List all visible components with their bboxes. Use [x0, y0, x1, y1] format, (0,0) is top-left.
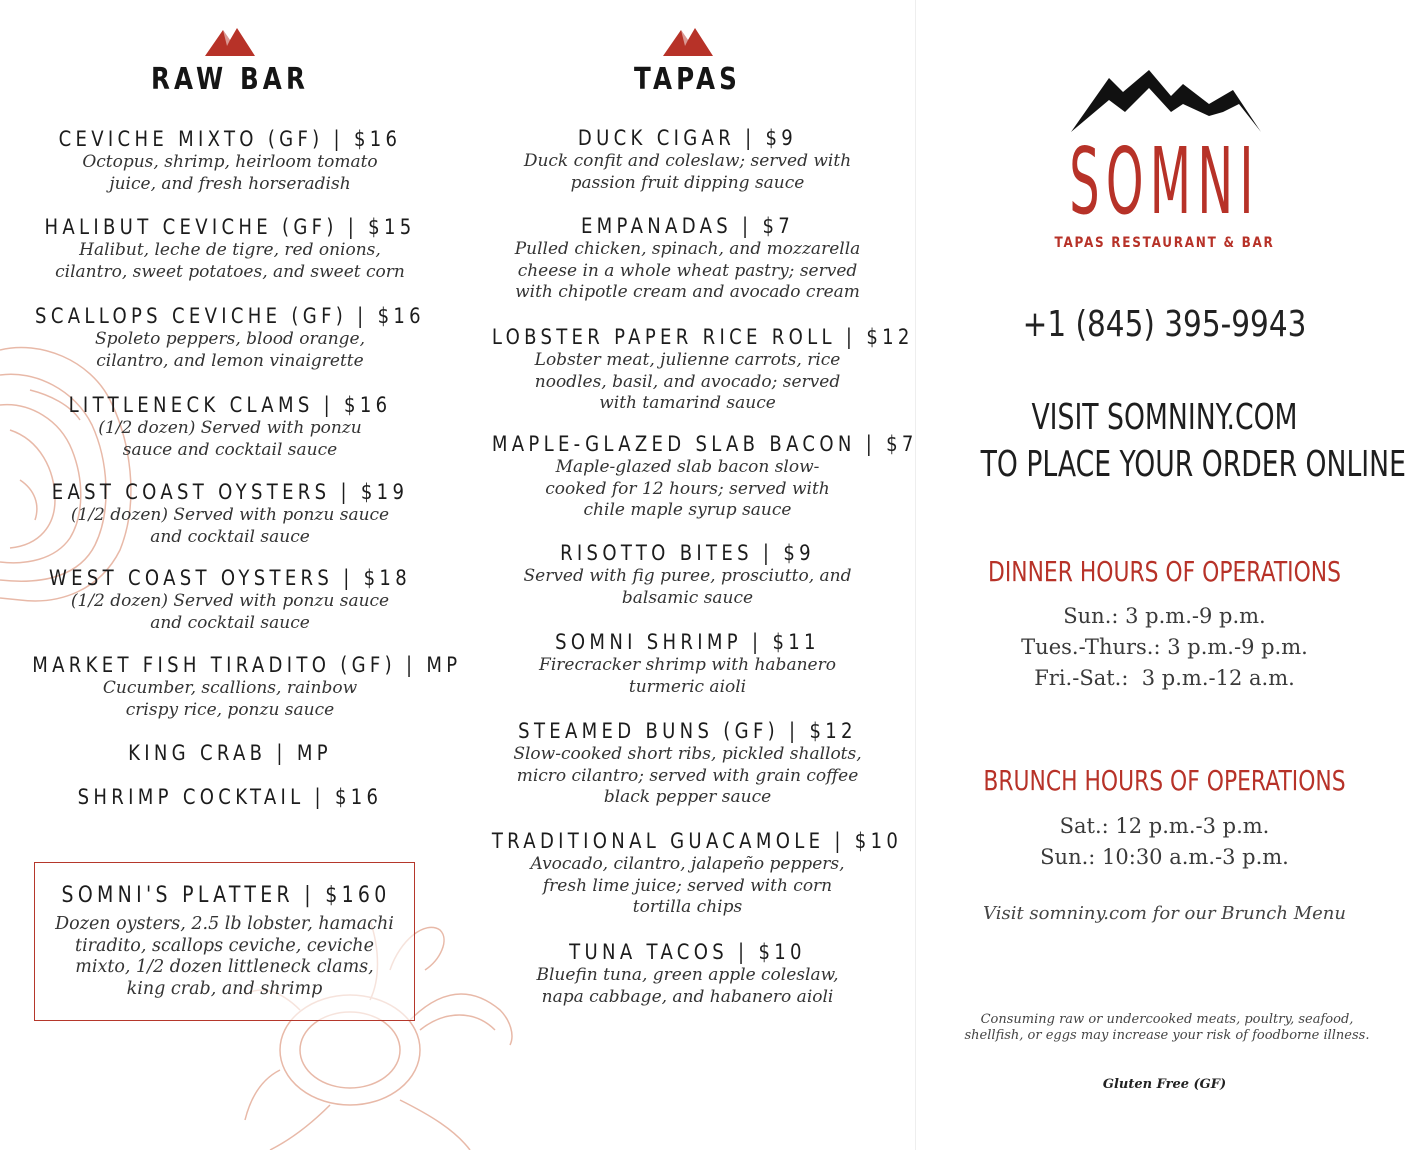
logo-tagline: TAPAS RESTAURANT & BAR	[1054, 235, 1275, 251]
logo-mountain-icon	[1071, 70, 1261, 132]
item-description: Slow-cooked short ribs, pickled shallots, micro cilantro; served with grain coffee black pepper sauce	[513, 744, 862, 807]
section-title: TAPAS	[634, 62, 741, 97]
item-description: (1/2 dozen) Served with ponzu sauce and cocktail sauce	[70, 505, 390, 547]
item-name: SHRIMP COCKTAIL | $16	[77, 785, 383, 809]
item-description: (1/2 dozen) Served with ponzu sauce and cocktail sauce	[98, 418, 362, 460]
dinner-hours-line: Sun.: 3 p.m.-9 p.m.	[1063, 604, 1266, 628]
menu-item	[460, 126, 915, 194]
item-name: RISOTTO BITES | $9	[560, 541, 815, 565]
item-description: Served with fig puree, prosciutto, and balsamic sauce	[523, 566, 852, 608]
food-safety-disclaimer: Consuming raw or undercooked meats, poultry, seafood, shellfish, or eggs may increase your risk of foodborne illness.	[964, 1012, 1370, 1043]
item-name: CEVICHE MIXTO (GF) | $16	[58, 127, 402, 151]
menu-item	[460, 214, 915, 304]
item-description: Halibut, leche de tigre, red onions, cilantro, sweet potatoes, and sweet corn	[55, 240, 405, 282]
item-name: EAST COAST OYSTERS | $19	[51, 480, 409, 504]
phone-number[interactable]: +1 (845) 395-9943	[1022, 304, 1307, 345]
gluten-free-legend: Gluten Free (GF)	[1102, 1077, 1227, 1092]
logo-wordmark: SOMNI	[1069, 128, 1260, 235]
dinner-hours-line: Fri.-Sat.: 3 p.m.-12 a.m.	[1034, 666, 1295, 690]
dinner-hours-line: Tues.-Thurs.: 3 p.m.-9 p.m.	[1021, 635, 1308, 659]
tapas-panel	[460, 0, 918, 1150]
item-description: Bluefin tuna, green apple coleslaw, napa cabbage, and habanero aioli	[536, 965, 839, 1007]
platter-description: Dozen oysters, 2.5 lb lobster, hamachi tiradito, scallops ceviche, ceviche mixto, 1/2 dozen littleneck clams, king crab, and shrimp	[55, 914, 394, 999]
mountain-peak-icon	[663, 26, 713, 56]
menu-item	[460, 719, 915, 809]
item-description: Avocado, cilantro, jalapeño peppers, fresh lime juice; served with corn tortilla chips	[530, 854, 845, 917]
item-name: MARKET FISH TIRADITO (GF) | MP	[32, 653, 462, 677]
item-description: (1/2 dozen) Served with ponzu sauce and cocktail sauce	[70, 591, 390, 633]
section-title: RAW BAR	[150, 62, 310, 97]
menu-item	[460, 829, 915, 919]
item-name: MAPLE-GLAZED SLAB BACON | $7	[491, 432, 918, 456]
item-description: Cucumber, scallions, rainbow crispy rice, ponzu sauce	[102, 678, 358, 720]
info-panel	[915, 0, 1413, 1150]
item-name: WEST COAST OYSTERS | $18	[48, 566, 412, 590]
platter-box	[34, 862, 415, 1021]
item-name: SCALLOPS CEVICHE (GF) | $16	[35, 304, 425, 328]
item-name: TRADITIONAL GUACAMOLE | $10	[491, 829, 903, 853]
item-description: Octopus, shrimp, heirloom tomato juice, and fresh horseradish	[82, 152, 378, 194]
menu-item	[0, 741, 460, 765]
raw-bar-panel	[0, 0, 460, 1150]
brunch-menu-note: Visit somniny.com for our Brunch Menu	[983, 903, 1346, 924]
item-description: Pulled chicken, spinach, and mozzarella cheese in a whole wheat pastry; served with chipotle cream and avocado cream	[514, 239, 861, 302]
menu-item	[0, 215, 460, 283]
dinner-hours-title: DINNER HOURS OF OPERATIONS	[988, 555, 1341, 588]
item-description: Spoleto peppers, blood orange, cilantro, and lemon vinaigrette	[94, 329, 366, 371]
brunch-hours-line: Sun.: 10:30 a.m.-3 p.m.	[1040, 845, 1289, 869]
brunch-hours-title: BRUNCH HOURS OF OPERATIONS	[983, 764, 1346, 797]
menu-item	[460, 940, 915, 1008]
item-name: LOBSTER PAPER RICE ROLL | $12	[491, 325, 914, 349]
menu-item	[460, 541, 915, 609]
item-name: HALIBUT CEVICHE (GF) | $15	[44, 215, 416, 239]
order-online-line-2: TO PLACE YOUR ORDER ONLINE	[980, 444, 1406, 485]
menu-item	[0, 304, 460, 372]
item-description: Lobster meat, julienne carrots, rice noodles, basil, and avocado; served with tamarind sauce	[534, 350, 841, 413]
menu-item	[0, 566, 460, 634]
menu-item	[460, 630, 915, 698]
item-description: Firecracker shrimp with habanero turmeric aioli	[539, 655, 836, 697]
menu-item	[0, 393, 460, 461]
item-name: EMPANADAS | $7	[580, 214, 795, 238]
item-description: Maple-glazed slab bacon slow- cooked for 12 hours; served with chile maple syrup sauce	[545, 457, 830, 520]
menu-item	[460, 325, 915, 415]
item-name: STEAMED BUNS (GF) | $12	[518, 719, 857, 743]
item-description: Duck confit and coleslaw; served with passion fruit dipping sauce	[523, 151, 852, 193]
mountain-peak-icon	[205, 26, 255, 56]
menu-item	[0, 480, 460, 548]
menu-item	[460, 432, 918, 522]
menu-item	[0, 785, 460, 809]
item-name: KING CRAB | MP	[128, 741, 332, 765]
item-name: SOMNI SHRIMP | $11	[555, 630, 820, 654]
brunch-hours-line: Sat.: 12 p.m.-3 p.m.	[1059, 814, 1270, 838]
item-name: DUCK CIGAR | $9	[577, 126, 798, 150]
order-online-line-1[interactable]: VISIT SOMNINY.COM	[1031, 397, 1298, 438]
menu-item	[0, 653, 460, 721]
item-name: TUNA TACOS | $10	[569, 940, 806, 964]
platter-name: SOMNI'S PLATTER | $160	[61, 883, 391, 908]
item-name: LITTLENECK CLAMS | $16	[68, 393, 392, 417]
menu-item	[0, 127, 460, 195]
